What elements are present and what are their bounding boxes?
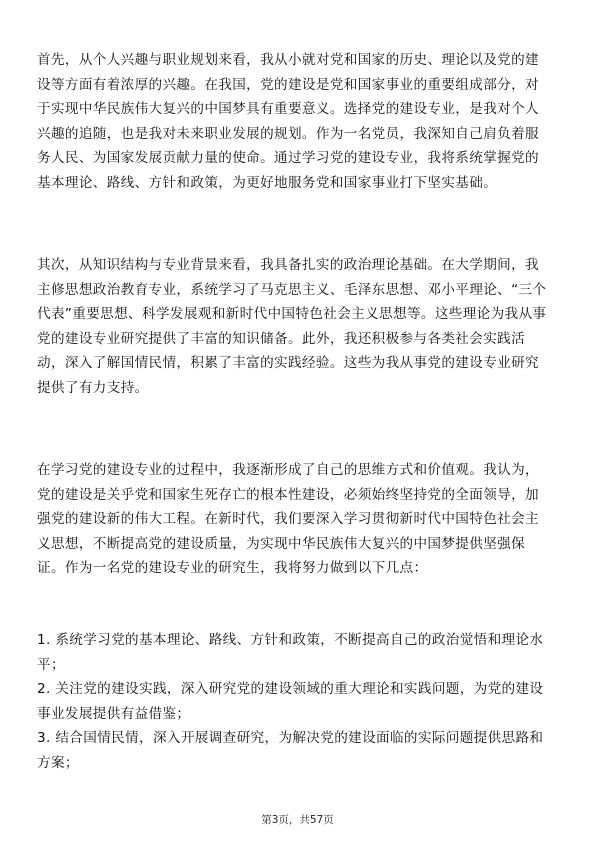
list-item: 2. 关注党的建设实践，深入研究党的建设领域的重大理论和实践问题，为党的建设 (37, 681, 544, 698)
list-item: 1. 系统学习党的基本理论、路线、方针和政策，不断提高自己的政治觉悟和理论水 (37, 632, 544, 648)
text-line: 提供了有力支持。 (37, 379, 149, 396)
text-line: 主修思想政治教育专业，系统学习了马克思主义、毛泽东思想、邓小平理论、“三个 (37, 281, 547, 298)
paragraph-knowledge-background (37, 253, 559, 401)
list-item-continuation: 平； (37, 656, 65, 673)
text-line: 首先，从个人兴趣与职业规划来看，我从小就对党和国家的历史、理论以及党的建 (37, 52, 539, 68)
text-line: 于实现中华民族伟大复兴的中国梦具有重要意义。选择党的建设专业，是我对个人 (37, 101, 539, 118)
text-line: 设等方面有着浓厚的兴趣。在我国，党的建设是党和国家事业的重要组成部分，对 (37, 76, 539, 93)
text-line: 党的建设专业研究提供了丰富的知识储备。此外，我还积极参与各类社会实践活 (37, 330, 526, 347)
text-line: 动，深入了解国情民情，积累了丰富的实践经验。这些为我从事党的建设专业研究 (37, 355, 539, 372)
text-line: 证。作为一名党的建设专业的研究生，我将努力做到以下几点： (37, 560, 428, 577)
text-line: 在学习党的建设专业的过程中，我逐渐形成了自己的思维方式和价值观。我认为， (37, 462, 539, 478)
text-line: 强党的建设新的伟大工程。在新时代，我们要深入学习贯彻新时代中国特色社会主 (37, 511, 539, 528)
list-item: 3. 结合国情民情，深入开展调查研究，为解决党的建设面临的实际问题提供思路和 (37, 730, 544, 747)
paragraph-career-interest (37, 48, 559, 196)
list-item-continuation: 事业发展提供有益借鉴； (37, 705, 191, 722)
text-line: 义思想，不断提高党的建设质量，为实现中华民族伟大复兴的中国梦提供坚强保 (37, 535, 526, 552)
text-line: 基本理论、路线、方针和政策，为更好地服务党和国家事业打下坚实基础。 (37, 174, 498, 191)
numbered-list (37, 628, 559, 776)
text-line: 兴趣的追随，也是我对未来职业发展的规划。作为一名党员，我深知自己肩负着服 (37, 125, 539, 142)
list-item-continuation: 方案； (37, 754, 79, 771)
text-line: 党的建设是关乎党和国家生死存亡的根本性建设，必须始终坚持党的全面领导，加 (37, 486, 539, 503)
paragraph-values (37, 458, 559, 581)
text-line: 务人民、为国家发展贡献力量的使命。通过学习党的建设专业，我将系统掌握党的 (37, 150, 539, 167)
text-line: 其次，从知识结构与专业背景来看，我具备扎实的政治理论基础。在大学期间，我 (37, 257, 539, 273)
page-number: 第3页，共57页 (261, 814, 334, 826)
text-line: 代表”重要思想、科学发展观和新时代中国特色社会主义思想等。这些理论为我从事 (37, 306, 547, 323)
